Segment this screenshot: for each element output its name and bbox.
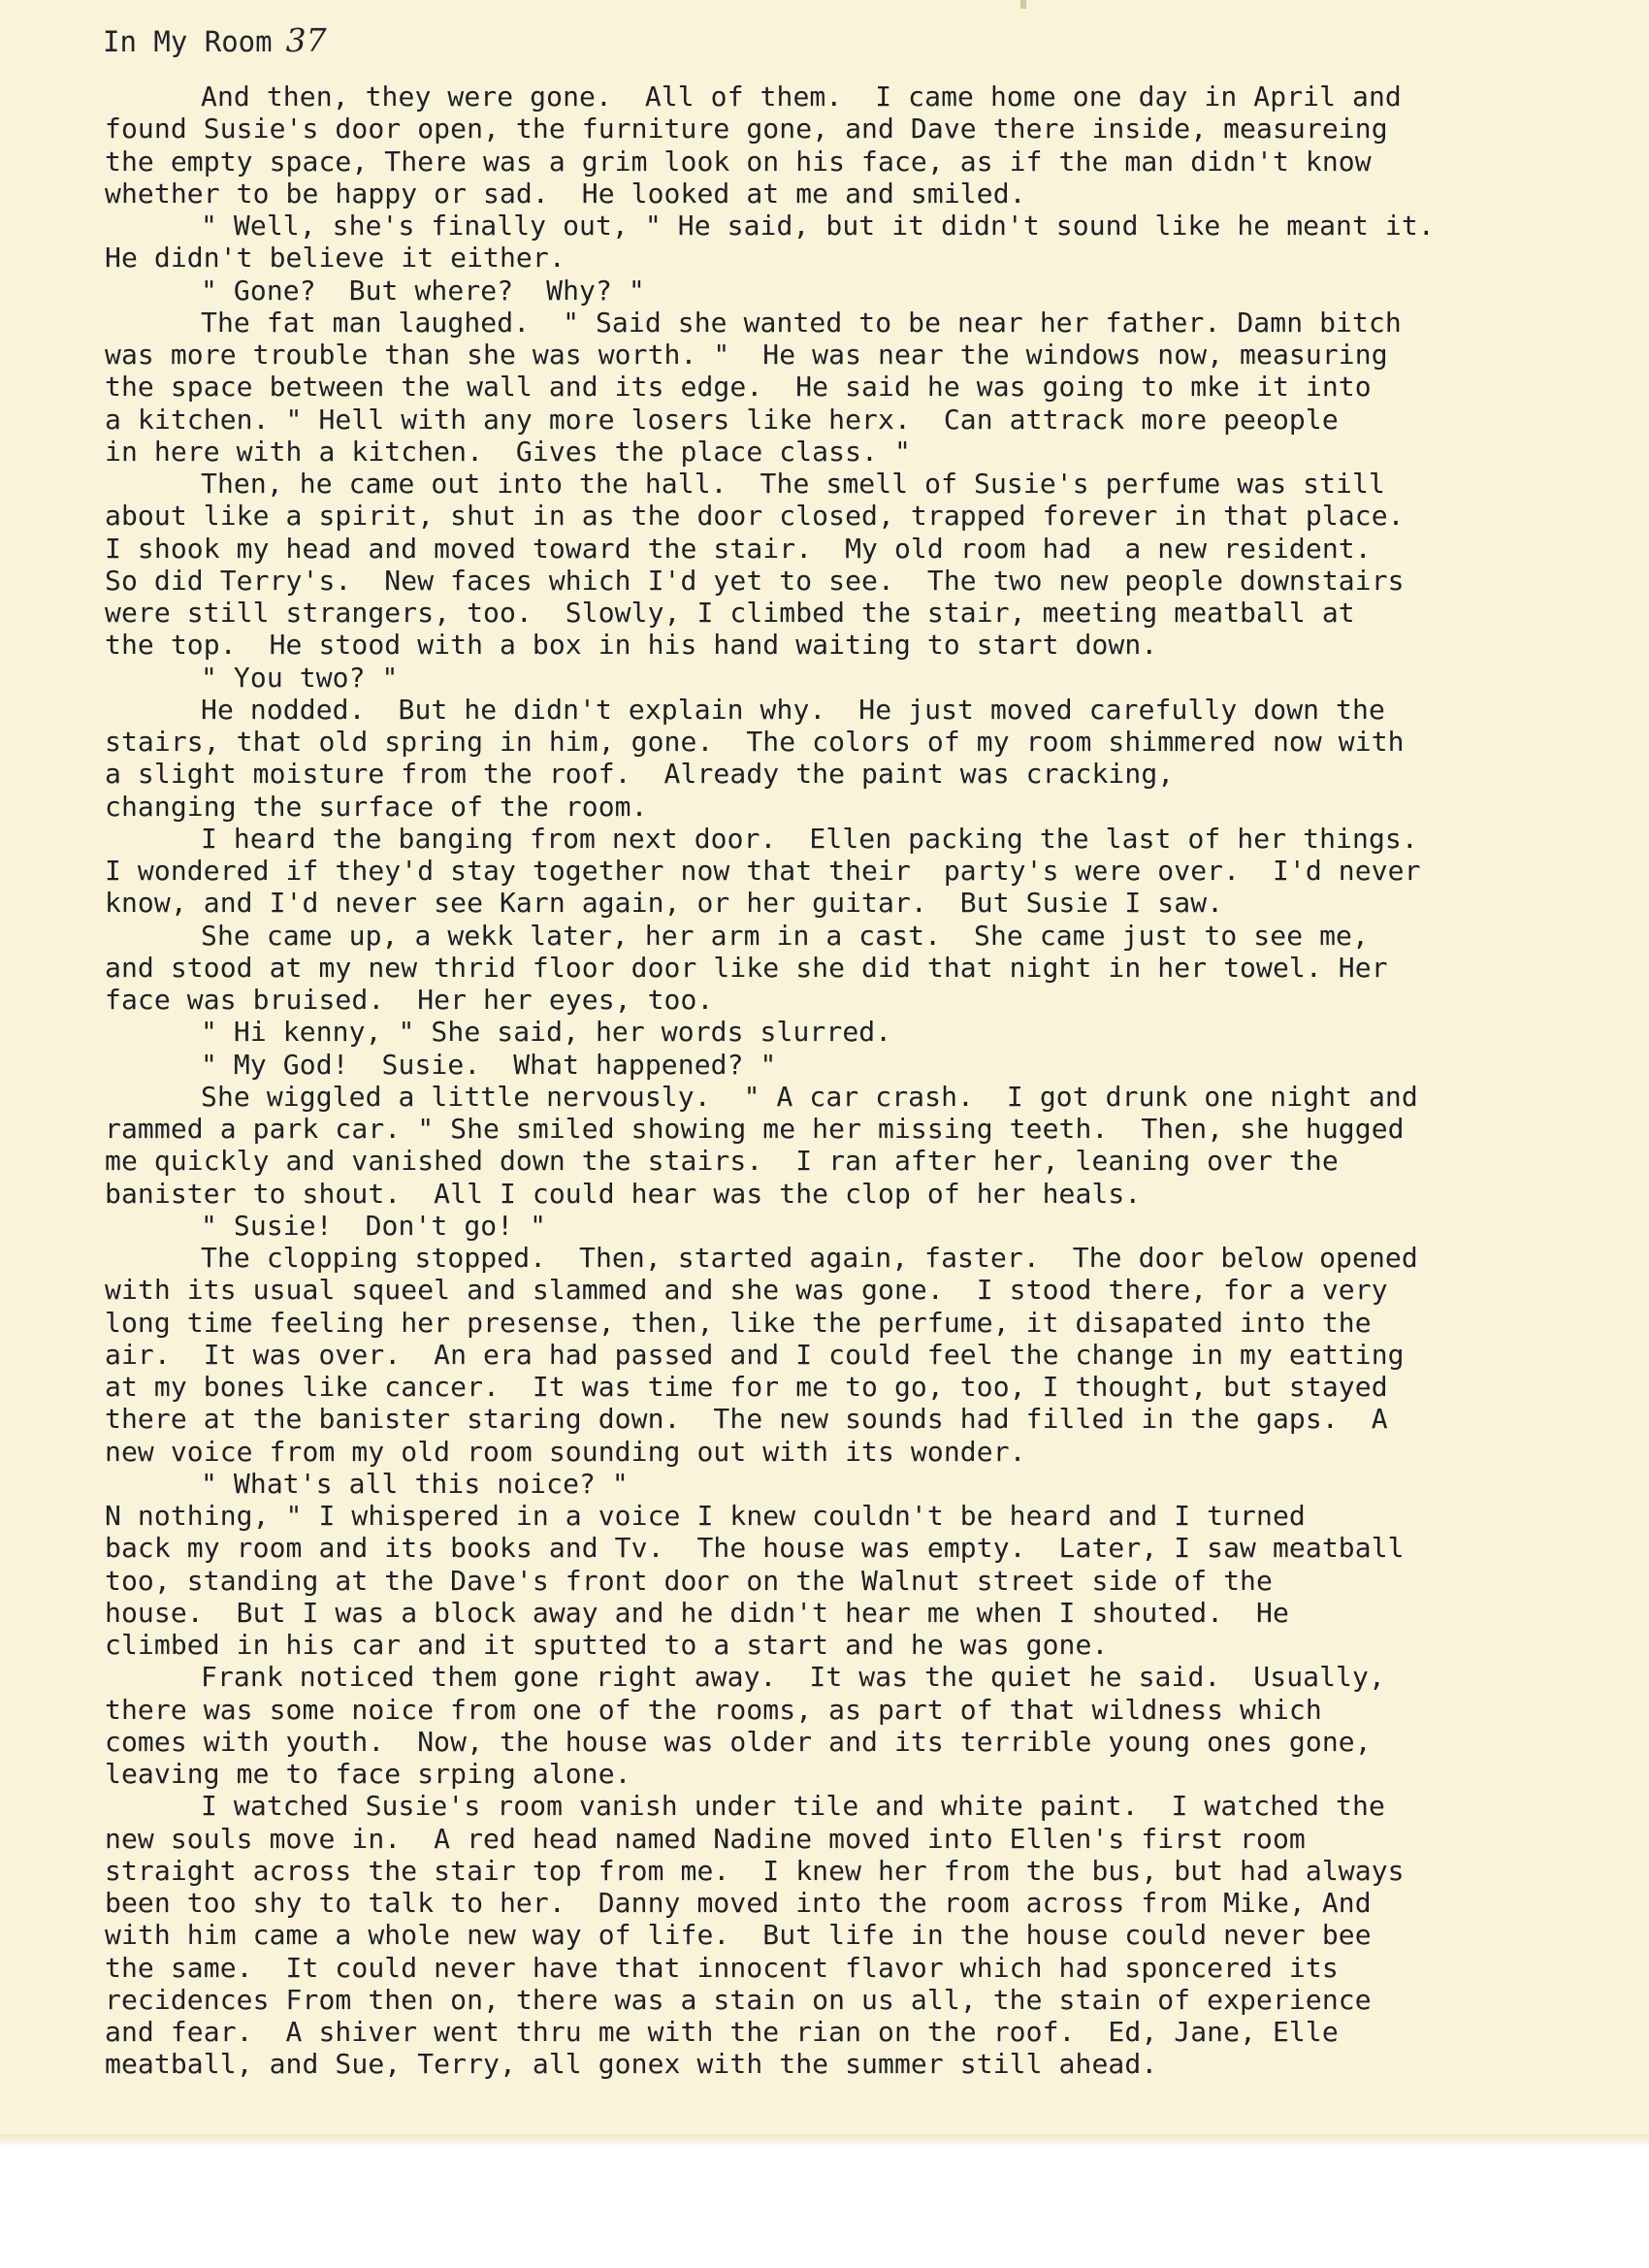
text-line: a kitchen. " Hell with any more losers like herx. Can attrack more peeople [105,403,1339,436]
text-line: And then, they were gone. All of them. I came home one day in April and [201,81,1402,113]
text-line: She came up, a wekk later, her arm in a cast. She came just to see me, [201,919,1369,952]
text-line: me quickly and vanished down the stairs. I ran after her, leaning over the [105,1145,1339,1178]
text-line: I shook my head and moved toward the stair. My old room had a new resident. [105,532,1372,565]
chapter-title: In My Room [103,25,273,58]
text-line: straight across the stair top from me. I knew her from the bus, but had always [105,1854,1405,1887]
text-line: with its usual squeel and slammed and she was gone. I stood there, for a very [105,1274,1388,1307]
text-line: " You two? " [201,661,399,694]
text-line: the same. It could never have that innocent flavor which had sponcered its [105,1951,1339,1984]
text-line: whether to be happy or sad. He looked at me and smiled. [105,177,1026,210]
text-line: Then, he came out into the hall. The smell of Susie's perfume was still [201,468,1385,500]
text-line: meatball, and Sue, Terry, all gonex with the summer still ahead. [105,2048,1158,2081]
text-line: leaving me to face srping alone. [105,1758,631,1790]
text-line: with him came a whole new way of life. But life in the house could never bee [105,1919,1372,1952]
text-line: there at the banister staring down. The new sounds had filled in the gaps. A [105,1403,1388,1436]
text-line: back my room and its books and Tv. The house was empty. Later, I saw meatball [105,1532,1405,1565]
text-line: " My God! Susie. What happened? " [201,1048,777,1081]
text-line: " Well, she's finally out, " He said, but it didn't sound like he meant it. [201,210,1435,242]
text-line: changing the surface of the room. [105,790,648,823]
text-line: " Hi kenny, " She said, her words slurred. [201,1016,892,1049]
text-line: " Susie! Don't go! " [201,1209,547,1242]
text-line: stairs, that old spring in him, gone. The colors of my room shimmered now with [105,726,1405,758]
text-line: " Gone? But where? Why? " [201,274,645,307]
text-line: air. It was over. An era had passed and I could feel the change in my eatting [105,1338,1405,1371]
text-line: were still strangers, too. Slowly, I climbed the stair, meeting meatball at [105,597,1355,629]
text-line: and fear. A shiver went thru me with the rian on the roof. Ed, Jane, Elle [105,2016,1339,2048]
text-line: house. But I was a block away and he didn't hear me when I shouted. He [105,1596,1289,1629]
text-line: and stood at my new thrid floor door like she did that night in her towel. Her [105,951,1388,984]
text-line: face was bruised. Her her eyes, too. [105,984,714,1016]
text-line: know, and I'd never see Karn again, or her guitar. But Susie I saw. [105,887,1224,920]
page-header [103,21,327,59]
text-line: at my bones like cancer. It was time for me to go, too, I thought, but stayed [105,1371,1388,1403]
text-line: comes with youth. Now, the house was older and its terrible young ones gone, [105,1725,1372,1758]
text-line: in here with a kitchen. Gives the place class. " [105,435,911,468]
text-line: too, standing at the Dave's front door on the Walnut street side of the [105,1564,1273,1597]
text-line: found Susie's door open, the furniture gone, and Dave there inside, measureing [105,113,1388,146]
text-line: the empty space, There was a grim look on his face, as if the man didn't know [105,145,1372,178]
text-line: I heard the banging from next door. Ellen packing the last of her things. [201,822,1418,855]
text-line: the space between the wall and its edge. He said he was going to mke it into [105,371,1372,404]
text-line: She wiggled a little nervously. " A car crash. I got drunk one night and [201,1080,1418,1113]
text-line: Frank noticed them gone right away. It was the quiet he said. Usually, [201,1661,1385,1694]
text-line: recidences From then on, there was a stain on us all, the stain of experience [105,1983,1372,2016]
text-line: " What's all this noice? " [201,1467,629,1500]
text-line: a slight moisture from the roof. Already the paint was cracking, [105,758,1175,791]
text-line: N nothing, " I whispered in a voice I knew couldn't be heard and I turned [105,1500,1306,1532]
text-line: So did Terry's. New faces which I'd yet to see. The two new people downstairs [105,564,1405,597]
text-line: I wondered if they'd stay together now that their party's were over. I'd never [105,855,1421,887]
text-line: He didn't believe it either. [105,242,566,275]
stain-mark [1020,0,1026,9]
text-line: banister to shout. All I could hear was the clop of her heals. [105,1177,1142,1210]
text-line: been too shy to talk to her. Danny moved into the room across from Mike, And [105,1887,1372,1919]
text-line: He nodded. But he didn't explain why. He just moved carefully down the [201,693,1385,726]
text-line: climbed in his car and it sputted to a start and he was gone. [105,1629,1109,1661]
text-line: The fat man laughed. " Said she wanted to be near her father. Damn bitch [201,306,1402,339]
text-line: about like a spirit, shut in as the door closed, trapped forever in that place. [105,500,1405,533]
text-line: long time feeling her presense, then, like the perfume, it disapated into the [105,1306,1372,1339]
page-number: 37 [285,21,327,59]
text-line: I watched Susie's room vanish under tile and white paint. I watched the [201,1790,1385,1823]
text-line: new souls move in. A red head named Nadine moved into Ellen's first room [105,1822,1306,1855]
paper-edge [0,2134,1649,2148]
text-line: was more trouble than she was worth. " He was near the windows now, measuring [105,339,1388,371]
text-line: The clopping stopped. Then, started again, faster. The door below opened [201,1242,1418,1274]
text-line: the top. He stood with a box in his hand waiting to start down. [105,629,1158,662]
text-line: new voice from my old room sounding out with its wonder. [105,1435,1026,1468]
text-line: rammed a park car. " She smiled showing me her missing teeth. Then, she hugged [105,1113,1405,1145]
text-line: there was some noice from one of the rooms, as part of that wildness which [105,1693,1322,1726]
